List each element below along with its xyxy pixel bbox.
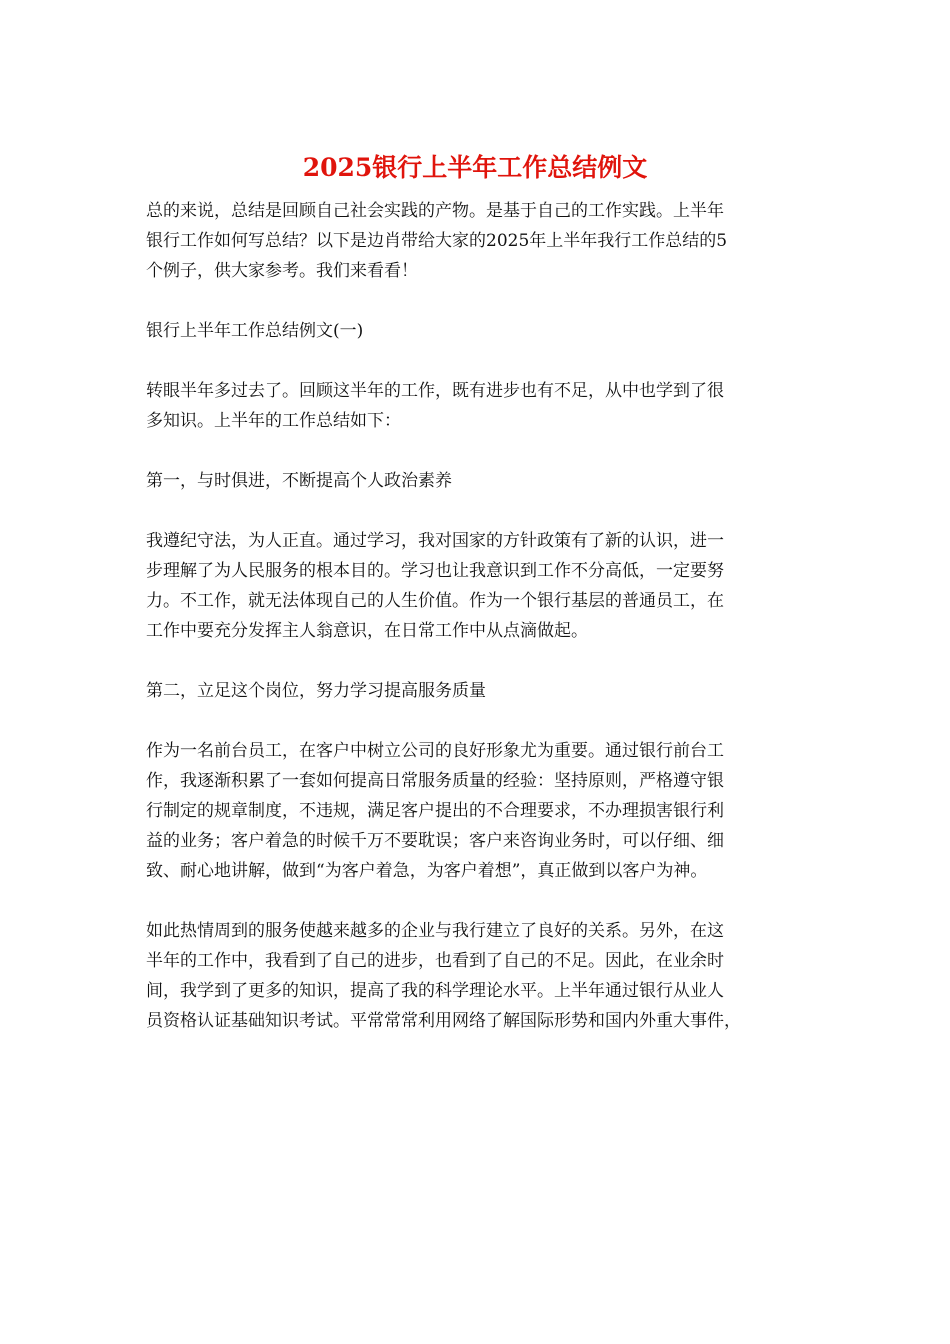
paragraph-intro — [146, 196, 814, 286]
text-line: 行制定的规章制度，不违规，满足客户提出的不合理要求，不办理损害银行利 — [146, 801, 724, 821]
text-line: 银行上半年工作总结例文(一) — [146, 321, 364, 341]
text-line: 个例子，供大家参考。我们来看看！ — [146, 261, 418, 281]
text-line: 如此热情周到的服务使越来越多的企业与我行建立了良好的关系。另外，在这 — [146, 921, 724, 941]
text-line: 员资格认证基础知识考试。平常常常利用网络了解国际形势和国内外重大事件， — [146, 1011, 741, 1031]
paragraph-service — [146, 736, 814, 886]
text-line: 第一，与时俱进，不断提高个人政治素养 — [146, 471, 452, 491]
text-line: 作为一名前台员工，在客户中树立公司的良好形象尤为重要。通过银行前台工 — [146, 741, 724, 761]
document-title: 2025银行上半年工作总结例文 — [302, 153, 648, 182]
paragraph-politics — [146, 526, 814, 646]
text-line: 步理解了为人民服务的根本目的。学习也让我意识到工作不分高低，一定要努 — [146, 561, 724, 581]
text-line: 间，我学到了更多的知识，提高了我的科学理论水平。上半年通过银行从业人 — [146, 981, 724, 1001]
text-line: 多知识。上半年的工作总结如下： — [146, 411, 401, 431]
paragraph-review — [146, 376, 814, 436]
text-line: 我遵纪守法，为人正直。通过学习，我对国家的方针政策有了新的认识，进一 — [146, 531, 724, 551]
subheading-second — [146, 676, 814, 706]
text-line: 致、耐心地讲解，做到“为客户着急，为客户着想”，真正做到以客户为神。 — [146, 861, 708, 881]
text-line: 银行工作如何写总结？以下是边肖带给大家的2025年上半年我行工作总结的5 — [146, 231, 728, 251]
text-line: 总的来说，总结是回顾自己社会实践的产物。是基于自己的工作实践。上半年 — [146, 201, 724, 221]
paragraph-progress — [146, 916, 814, 1036]
text-line: 力。不工作，就无法体现自己的人生价值。作为一个银行基层的普通员工，在 — [146, 591, 724, 611]
text-line: 半年的工作中，我看到了自己的进步，也看到了自己的不足。因此，在业余时 — [146, 951, 724, 971]
text-line: 转眼半年多过去了。回顾这半年的工作，既有进步也有不足，从中也学到了很 — [146, 381, 724, 401]
text-line: 工作中要充分发挥主人翁意识，在日常工作中从点滴做起。 — [146, 621, 588, 641]
text-line: 第二，立足这个岗位，努力学习提高服务质量 — [146, 681, 486, 701]
text-line: 作，我逐渐积累了一套如何提高日常服务质量的经验：坚持原则，严格遵守银 — [146, 771, 724, 791]
document-body — [146, 196, 814, 1036]
section-heading-example-1 — [146, 316, 814, 346]
subheading-first — [146, 466, 814, 496]
text-line: 益的业务；客户着急的时候千万不要耽误；客户来咨询业务时，可以仔细、细 — [146, 831, 724, 851]
